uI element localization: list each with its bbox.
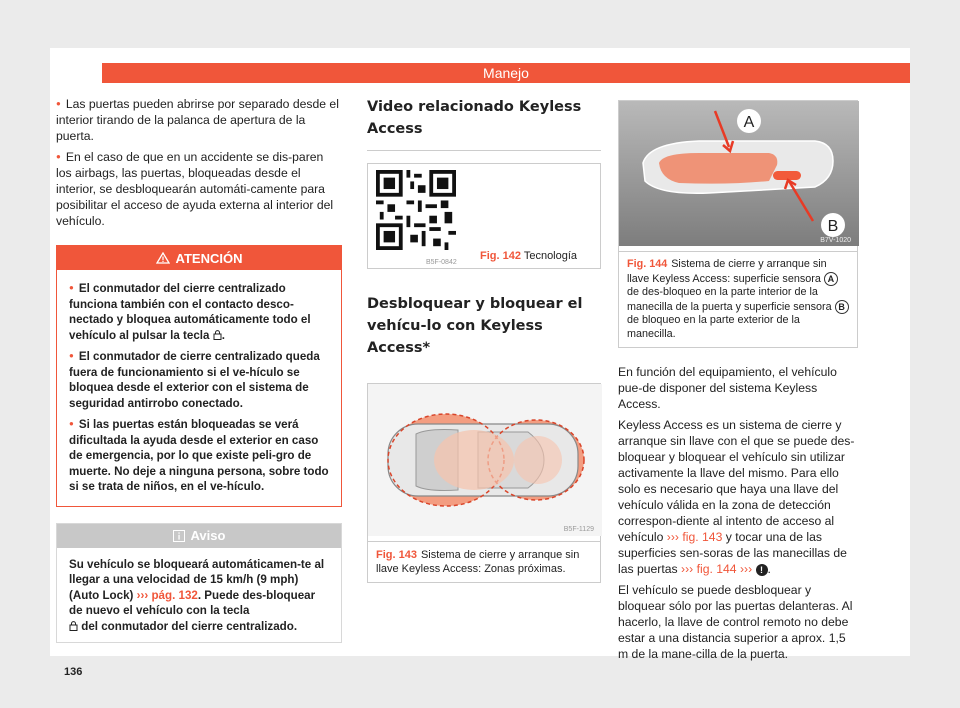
figure-code: B5F-0842 xyxy=(426,259,457,266)
car-top-view-image xyxy=(368,384,602,536)
lock-icon xyxy=(69,621,78,631)
paragraph: El vehículo se puede desbloquear y bloquear sólo por las puertas delanteras. Al hacerlo, la llave de control remoto no debe estar a una distancia superior a aprox. 1,5 m de la mane-cilla de la puerta. xyxy=(618,583,853,661)
lock-icon xyxy=(213,330,222,340)
page-link[interactable]: pág. 132 xyxy=(151,588,198,602)
figure-caption: Fig. 143 Sistema de cierre y arranque sin llave Keyless Access: Zonas próximas. xyxy=(368,541,600,582)
figure-code: B7V-1020 xyxy=(820,237,851,244)
figure-143 xyxy=(367,383,601,583)
right-column xyxy=(618,100,858,667)
warning-header xyxy=(57,246,341,270)
warning-title: ATENCIÓN xyxy=(175,250,243,266)
warning-body xyxy=(57,270,341,506)
note-box xyxy=(56,523,342,644)
callout-b: B xyxy=(827,218,839,235)
door-handle-image xyxy=(619,101,859,246)
note-title: Aviso xyxy=(190,528,226,543)
warning-item: ● El conmutador de cierre centralizado queda fuera de funcionamiento si el ve-hículo se bloquea desde el exterior con el sistema de seguridad antirrobo conectado. xyxy=(69,348,331,411)
manual-page xyxy=(50,48,910,678)
page-number: 136 xyxy=(64,666,83,678)
warning-ref-icon[interactable]: ! xyxy=(756,564,768,576)
figure-caption: Fig. 142 Tecnología xyxy=(480,250,578,262)
figure-code: B5F-1129 xyxy=(563,526,594,533)
bullet-item: ● En el caso de que en un accidente se dis-paren los airbags, las puertas, bloqueadas desde el interior, se desbloquearán automáti-camente para posibilitar el acceso de ayuda externa al interior del vehículo. xyxy=(56,149,342,229)
section-header: Manejo xyxy=(102,63,910,83)
qr-code-image[interactable] xyxy=(376,170,456,250)
video-heading: Video relacionado Keyless Access xyxy=(367,96,601,151)
warning-box xyxy=(56,245,342,507)
marker-b: B xyxy=(835,300,849,314)
figure-caption: Fig. 144 Sistema de cierre y arranque sin llave Keyless Access: superficie sensora A de des-bloqueo en la parte interior de la manecilla de la puerta y superficie sensora B de bloqueo en la parte exterior de la manecilla. xyxy=(619,251,857,347)
marker-a: A xyxy=(824,272,838,286)
callout-a: A xyxy=(743,114,755,131)
warning-item: ● Si las puertas están bloqueadas se verá dificultada la ayuda desde el exterior en caso de emergencia, por lo que existe peli-gro de muerte. No deje a ninguna persona, sobre todo si se trata de niños, en el ve-hículo. xyxy=(69,416,331,495)
fig-144-link[interactable]: fig. 144 xyxy=(696,562,737,576)
note-text: Su vehículo se bloqueará automáticamen-te al llegar a una velocidad de 15 km/h (9 mph) (Auto Lock) ››› pág. 132. Puede des-bloquear de nuevo el vehículo con la tecla del conmutador del cierre centralizado. xyxy=(69,557,325,633)
fig-143-link[interactable]: fig. 143 xyxy=(682,530,723,544)
figure-142 xyxy=(367,163,601,269)
left-column xyxy=(56,96,342,678)
info-icon xyxy=(173,530,185,542)
note-header xyxy=(57,524,341,548)
warning-triangle-icon xyxy=(156,252,170,264)
middle-column xyxy=(367,96,601,583)
paragraph: Keyless Access es un sistema de cierre y arranque sin llave con el que se puede des-bloquear y bloquear el vehículo sin utilizar activamente la llave del mismo. Para ello solo es necesario que haya una llave del vehículo válida en la zona de detección correspon-diente al intento de acceso al vehículo ››› fig. 143 y tocar una de las superficies sen-soras de las manecillas de las puertas ››› fig. 144 ››› ! . xyxy=(618,418,855,576)
paragraph: En función del equipamiento, el vehículo pue-de disponer del sistema Keyless Access. xyxy=(618,365,837,411)
figure-144 xyxy=(618,100,858,348)
section-heading: Desbloquear y bloquear el vehícu-lo con Keyless Access* xyxy=(367,296,583,356)
bullet-item: ● Las puertas pueden abrirse por separado desde el interior tirando de la palanca de apertura de la puerta. xyxy=(56,96,342,144)
warning-item: ● El conmutador del cierre centralizado funciona también con el contacto desco-nectado y bloquea automáticamente todo el vehículo al pulsar la tecla . xyxy=(69,280,331,343)
